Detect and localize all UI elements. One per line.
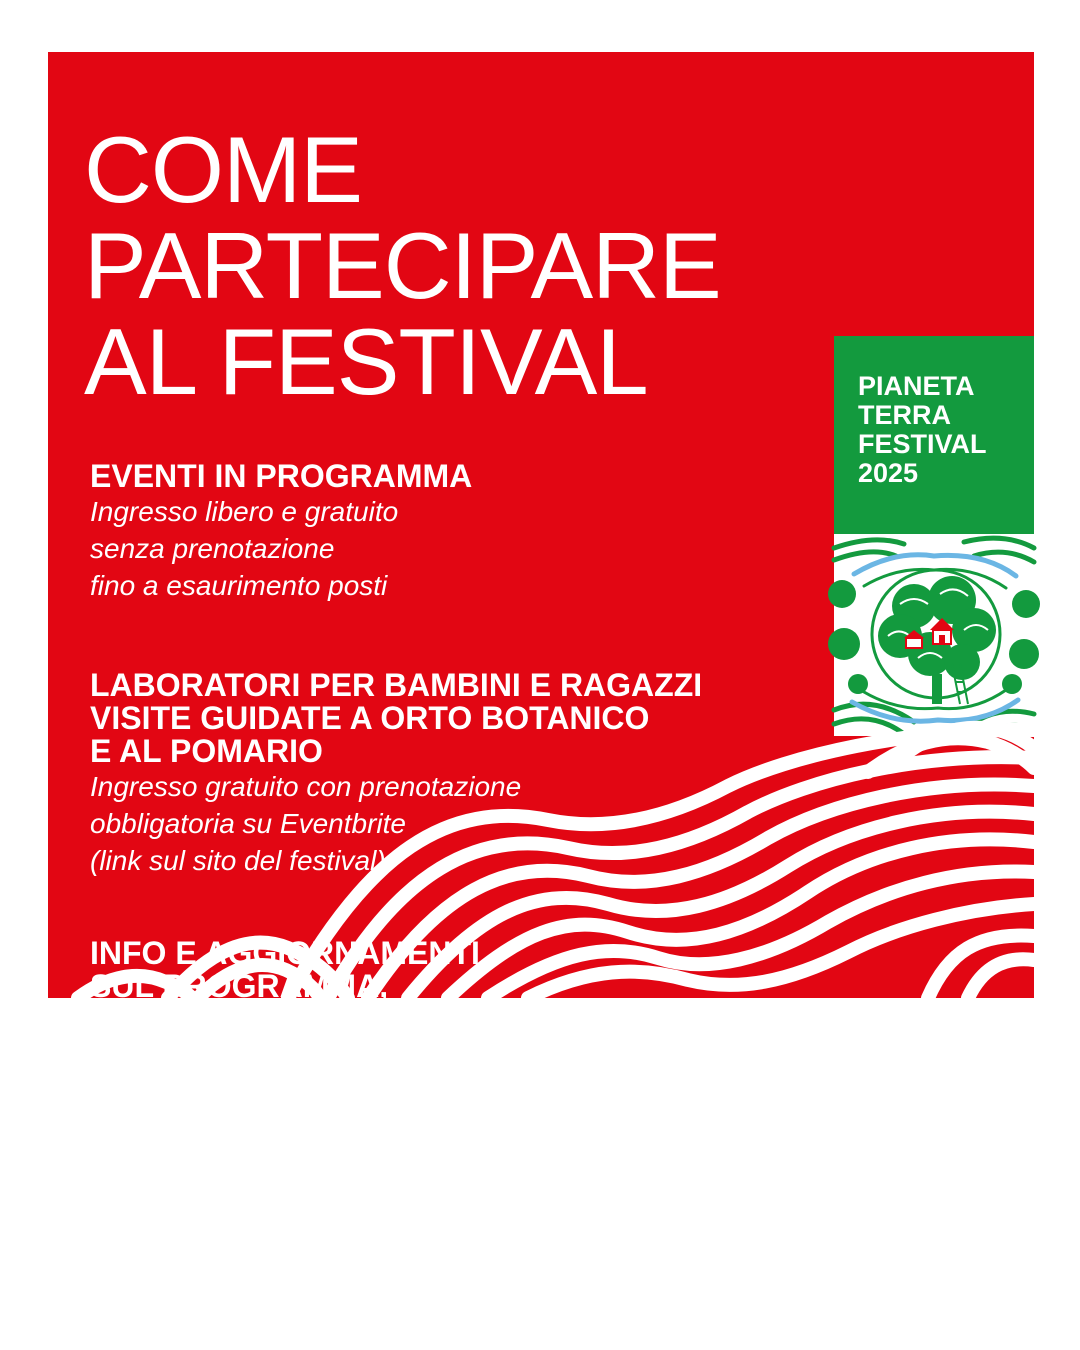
section-detail: Ingresso gratuito con prenotazione <box>90 771 522 802</box>
section-detail: fino a esaurimento posti <box>90 570 388 601</box>
section-title: INFO E AGGIORNAMENTI <box>90 935 480 971</box>
badge-line: PIANETA <box>858 371 975 401</box>
badge-line: 2025 <box>858 458 919 488</box>
headline-line-1: COME <box>84 117 362 222</box>
badge-line: FESTIVAL <box>858 429 987 459</box>
section-title: E AL POMARIO <box>90 733 323 769</box>
poster <box>48 52 1034 1068</box>
stylized-waves-icon <box>48 52 1034 998</box>
section-title: EVENTI IN PROGRAMMA <box>90 458 473 494</box>
headline-line-3: AL FESTIVAL <box>84 309 648 414</box>
headline-line-2: PARTECIPARE <box>84 213 721 318</box>
badge-line: TERRA <box>858 400 951 430</box>
section-detail: (link sul sito del festival) <box>90 845 386 876</box>
section-detail: senza prenotazione <box>90 533 335 564</box>
section-title: LABORATORI PER BAMBINI E RAGAZZI <box>90 667 703 703</box>
section-detail: obbligatoria su Eventbrite <box>90 808 406 839</box>
section-title: STREAMING DEGLI EVENTI <box>90 1001 514 1037</box>
section-title: SUL PROGRAMMA, <box>90 968 389 1004</box>
section-detail: Ingresso libero e gratuito <box>90 496 399 527</box>
website-link[interactable]: www.pianetaterrafestival.it <box>90 1037 416 1068</box>
section-title: VISITE GUIDATE A ORTO BOTANICO <box>90 700 650 736</box>
